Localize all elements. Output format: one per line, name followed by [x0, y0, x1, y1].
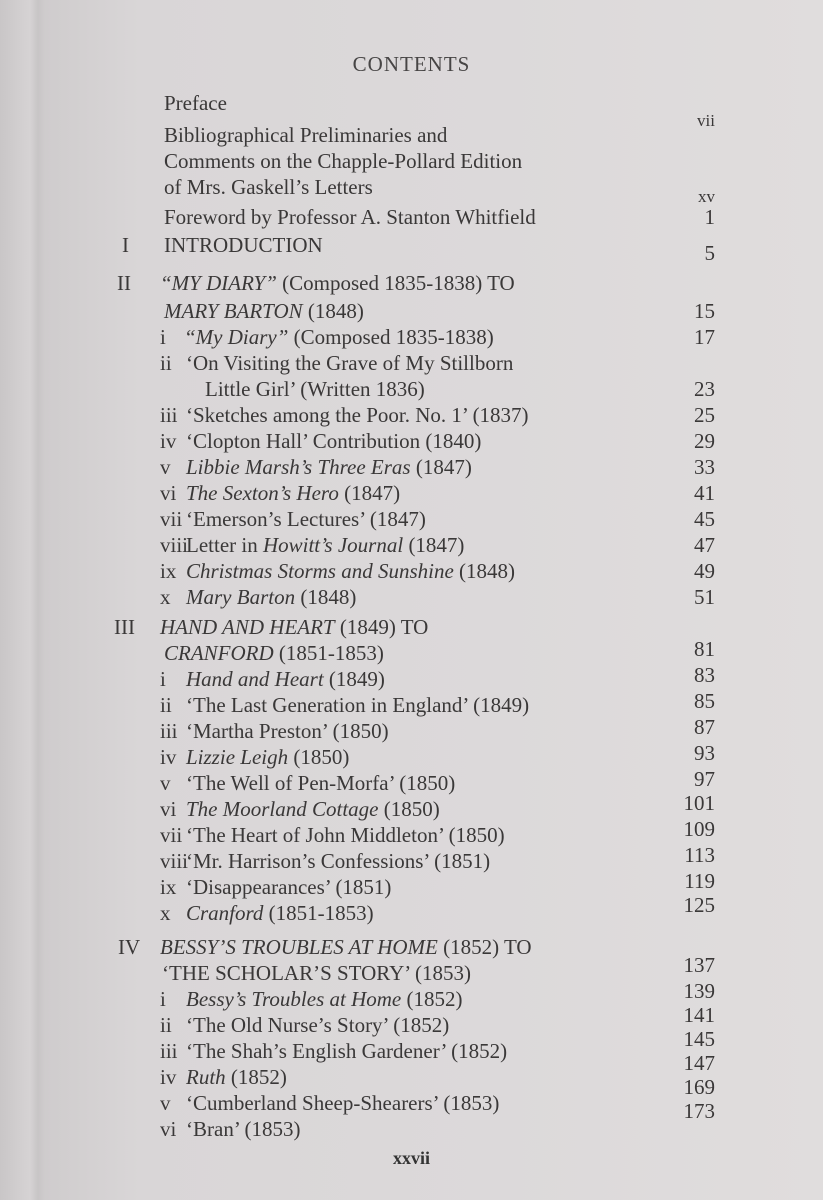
chapter-page: 15 — [694, 299, 715, 323]
chapter-page: 5 — [704, 241, 715, 265]
book-page: CONTENTS Preface vii Bibliographical Preliminaries and Comments on the Chapple-Pollard Edition of Mrs. Gaskell’s Letters xv Foreword by Professor A. Stanton Whitfield 1 I INTRODUCTION 5 II “MY DIARY” (Composed 1835-1838) TO MARY BARTON (1848) 15 i “My Diary” (Composed 1835-1838) 17 ii ‘On Visiting the Grave of My Stillborn Little Girl’ (Written 1836) 23 iii ‘Sketches among the Poor. No. 1’ (1837) 25 iv ‘Clopton Hall’ Contribution (1840) 29 v Libbie Marsh’s Three Eras (1847) 33 vi The Sexton’s Hero (1847) 41 vii ‘Emerson’s Lectures’ (1847) 45 viii Letter in Howitt’s Journal (1847) 47 ix Christmas Storms and Sunshine (1848) 49 x Mary Barton (1848) 51 III HAND AND HEART (1849) TO CRANFORD (1851-1853) 81 i Hand and Heart (1849) 83 ii ‘The Last Generation in England’ (1849) 85 iii ‘Martha Preston’ (1850) 87 iv Lizzie Leigh (1850) 93 v ‘The Well of Pen-Morfa’ (1850) 97 vi The Moorland Cottage (1850) 101 vii ‘The Heart of John Middleton’ (1850) 109 viii ‘Mr. Harrison’s Confessions’ (1851) 113 ix ‘Disappearances’ (1851) 119 x Cranford (1851-1853) 125 IV BESSY’S TROUBLES AT HOME (1852) TO ‘THE SCHOLAR’S STORY’ (1853) 137 i Bessy’s Troubles at Home (1852) 139 ii ‘The Old Nurse’s Story’ (1852) 141 iii ‘The Shah’s English Gardener’ (1852) 145 iv Ruth (1852) 147 v ‘Cumberland Sheep-Shearers’ (1853) 169 vi ‘Bran’ (1853) 173 xxvii — [0, 0, 823, 1200]
chapter-numeral: I — [122, 233, 129, 257]
entry-text: Comments on the Chapple-Pollard Edition — [164, 149, 523, 173]
chapter-numeral: IV — [118, 935, 141, 959]
entry-text: Preface — [164, 91, 227, 115]
chapter-title: INTRODUCTION — [164, 233, 323, 257]
entry-text: Foreword by Professor A. Stanton Whitfield — [164, 205, 536, 229]
chapter-page: 81 — [694, 637, 715, 661]
entry-page: xv — [698, 187, 715, 206]
entry-text: Bibliographical Preliminaries and — [164, 123, 448, 147]
entry-page: 1 — [704, 205, 715, 229]
chapter-numeral: II — [117, 271, 131, 295]
entry-page: vii — [697, 111, 715, 130]
page-title: CONTENTS — [352, 52, 471, 76]
chapter-numeral: III — [114, 615, 135, 639]
entry-text: of Mrs. Gaskell’s Letters — [164, 175, 373, 199]
chapter-page: 137 — [683, 953, 715, 977]
page-number: xxvii — [392, 1148, 430, 1168]
